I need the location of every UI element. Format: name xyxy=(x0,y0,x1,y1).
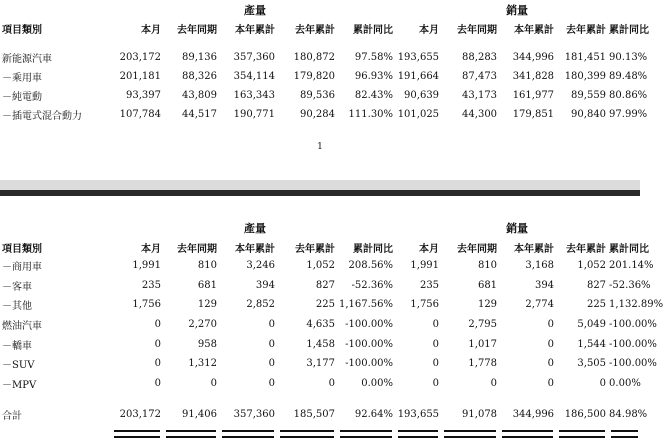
cell-value: 394 xyxy=(534,279,555,291)
cell-value: 97.99% xyxy=(609,109,648,120)
cell-value: 0 xyxy=(154,377,161,389)
col-sales-last-year-same-period: 去年同期 xyxy=(457,24,498,36)
row-label: 新能源汽車 xyxy=(2,54,52,65)
col-prod-yoy: 累計同比 xyxy=(353,243,394,255)
cell-value: 203,172 xyxy=(119,408,161,420)
cell-value: 344,996 xyxy=(512,52,555,63)
cell-value: 681 xyxy=(197,279,217,291)
col-prod-last-year-same-period: 去年同期 xyxy=(177,243,217,255)
table-row xyxy=(2,315,638,335)
table-row xyxy=(2,105,638,124)
col-prod-ytd: 本年累計 xyxy=(235,243,275,255)
cell-value: 2,270 xyxy=(188,319,217,331)
cell-value: 0 xyxy=(547,358,555,370)
cell-value: 0 xyxy=(210,377,217,389)
cell-value: 201.14% xyxy=(609,260,654,272)
cell-value: 91,406 xyxy=(182,408,217,420)
row-label: －商用車 xyxy=(2,262,42,274)
cell-value: 101,025 xyxy=(397,109,440,120)
cell-value: 180,399 xyxy=(564,71,607,82)
cell-value: 89,559 xyxy=(571,90,607,101)
row-label: 燃油汽車 xyxy=(2,321,42,333)
production-group-header: 產量 xyxy=(244,222,267,235)
cell-value: 111.30% xyxy=(348,109,394,120)
row-label: 合計 xyxy=(2,410,22,422)
cell-value: 43,809 xyxy=(182,90,217,101)
table-row xyxy=(2,334,638,354)
cell-value: 89.48% xyxy=(609,71,648,82)
cell-value: 0 xyxy=(547,319,555,331)
cell-value: 44,517 xyxy=(182,109,217,120)
cell-value: 0 xyxy=(599,377,607,389)
cell-value: 344,996 xyxy=(512,408,555,420)
cell-value: 1,458 xyxy=(306,338,335,350)
cell-value: 89,136 xyxy=(182,52,217,63)
cell-value: 89,536 xyxy=(300,90,335,101)
cell-value: -100.00% xyxy=(345,338,394,350)
cell-value: 3,505 xyxy=(577,358,607,370)
sales-group-header: 銷量 xyxy=(506,222,529,235)
cell-value: 0 xyxy=(268,338,275,350)
cell-value: 203,172 xyxy=(119,52,161,63)
page-number: 1 xyxy=(317,142,323,152)
cell-value: -100.00% xyxy=(609,319,657,331)
cell-value: 193,655 xyxy=(397,408,440,420)
cell-value: 91,078 xyxy=(462,408,498,420)
production-sales-table-page-2 xyxy=(2,218,663,423)
cell-value: -100.00% xyxy=(609,338,657,350)
cell-value: 1,756 xyxy=(132,299,161,311)
cell-value: 80.86% xyxy=(609,90,648,101)
cell-value: 810 xyxy=(197,260,217,272)
cell-value: 0 xyxy=(268,319,275,331)
cell-value: 88,326 xyxy=(182,71,217,82)
cell-value: 1,167.56% xyxy=(339,299,394,311)
cell-value: 1,991 xyxy=(410,260,440,272)
cell-value: 90,284 xyxy=(300,109,335,120)
row-label: －轎車 xyxy=(2,340,32,352)
cell-value: 92.64% xyxy=(354,408,394,420)
cell-value: 0.00% xyxy=(609,377,641,389)
cell-value: 201,181 xyxy=(119,71,161,82)
cell-value: 193,655 xyxy=(397,52,440,63)
cell-value: 0 xyxy=(328,377,335,389)
cell-value: 0 xyxy=(154,319,161,331)
cell-value: 96.93% xyxy=(354,71,394,82)
cell-value: 3,168 xyxy=(525,260,555,272)
column-header-row xyxy=(2,18,638,38)
total-underline xyxy=(340,430,392,438)
cell-value: 0 xyxy=(268,377,275,389)
col-prod-last-ytd: 去年累計 xyxy=(295,24,335,36)
col-prod-this-month: 本月 xyxy=(141,243,161,255)
cell-value: 1,991 xyxy=(132,260,161,272)
col-prod-last-ytd: 去年累計 xyxy=(295,243,335,255)
col-sales-last-ytd: 去年累計 xyxy=(566,243,607,255)
row-label: －純電動 xyxy=(2,92,42,103)
row-label: －乘用車 xyxy=(2,73,42,84)
total-underline xyxy=(398,430,438,438)
total-underline xyxy=(222,430,274,438)
cell-value: 161,977 xyxy=(512,90,555,101)
cell-value: 3,246 xyxy=(246,260,275,272)
row-label: －MPV xyxy=(2,379,37,391)
cell-value: 90.13% xyxy=(609,52,648,63)
table-row xyxy=(2,276,638,296)
row-label: －客車 xyxy=(2,281,32,293)
cell-value: 82.43% xyxy=(354,90,394,101)
col-sales-yoy: 累計同比 xyxy=(609,243,650,255)
cell-value: 0 xyxy=(547,377,555,389)
cell-value: 357,360 xyxy=(233,408,275,420)
cell-value: 2,852 xyxy=(246,299,275,311)
total-underline xyxy=(502,430,553,438)
cell-value: 179,820 xyxy=(293,71,335,82)
total-row xyxy=(2,405,638,423)
cell-value: 87,473 xyxy=(462,71,498,82)
table-row xyxy=(2,48,638,67)
row-label: －其他 xyxy=(2,301,32,313)
cell-value: 90,840 xyxy=(571,109,607,120)
cell-value: 0 xyxy=(154,358,161,370)
report-page-2 xyxy=(0,196,663,438)
cell-value: 1,756 xyxy=(410,299,440,311)
cell-value: 0 xyxy=(547,338,555,350)
cell-value: 0 xyxy=(268,358,275,370)
cell-value: -100.00% xyxy=(609,358,657,370)
cell-value: 341,828 xyxy=(512,71,555,82)
cell-value: -52.36% xyxy=(351,279,394,291)
cell-value: 810 xyxy=(477,260,498,272)
cell-value: -52.36% xyxy=(609,279,651,291)
total-underline xyxy=(611,430,638,438)
col-sales-this-month: 本月 xyxy=(419,24,440,36)
production-group-header: 產量 xyxy=(244,4,267,17)
sales-group-header: 銷量 xyxy=(506,4,529,17)
cell-value: 208.56% xyxy=(348,260,394,272)
cell-value: 179,851 xyxy=(512,109,555,120)
cell-value: 225 xyxy=(586,299,607,311)
cell-value: 1,132.89% xyxy=(609,299,663,311)
col-sales-last-year-same-period: 去年同期 xyxy=(457,243,498,255)
cell-value: 0 xyxy=(432,338,440,350)
cell-value: 93,397 xyxy=(126,90,161,101)
total-underline xyxy=(280,430,334,438)
total-underline xyxy=(559,430,605,438)
cell-value: 235 xyxy=(419,279,440,291)
col-sales-this-month: 本月 xyxy=(419,243,440,255)
total-underline xyxy=(114,430,160,438)
cell-value: 1,544 xyxy=(577,338,607,350)
cell-value: 0.00% xyxy=(361,377,394,389)
column-header-row xyxy=(2,238,638,256)
cell-value: 185,507 xyxy=(293,408,335,420)
cell-value: 163,343 xyxy=(233,90,275,101)
cell-value: 1,017 xyxy=(468,338,498,350)
col-prod-this-month: 本月 xyxy=(141,24,161,36)
cell-value: 0 xyxy=(432,358,440,370)
col-sales-last-ytd: 去年累計 xyxy=(566,24,607,36)
cell-value: 3,177 xyxy=(306,358,335,370)
cell-value: 394 xyxy=(255,279,275,291)
cell-value: 357,360 xyxy=(233,52,275,63)
cell-value: 97.58% xyxy=(354,52,394,63)
cell-value: 88,283 xyxy=(462,52,498,63)
cell-value: 225 xyxy=(315,299,335,311)
cell-value: 827 xyxy=(315,279,335,291)
cell-value: 235 xyxy=(141,279,161,291)
col-prod-yoy: 累計同比 xyxy=(353,24,394,36)
production-sales-table-page-1 xyxy=(2,2,650,124)
col-category: 項目類別 xyxy=(2,24,42,36)
cell-value: 43,173 xyxy=(462,90,498,101)
cell-value: -100.00% xyxy=(345,358,394,370)
table-row xyxy=(2,256,638,276)
cell-value: 681 xyxy=(477,279,498,291)
cell-value: 2,795 xyxy=(468,319,498,331)
total-underline xyxy=(166,430,216,438)
cell-value: 107,784 xyxy=(119,109,161,120)
cell-value: 84.98% xyxy=(609,408,648,420)
cell-value: 129 xyxy=(477,299,498,311)
cell-value: 1,052 xyxy=(306,260,335,272)
cell-value: 1,312 xyxy=(188,358,217,370)
table-row xyxy=(2,354,638,374)
col-sales-yoy: 累計同比 xyxy=(609,24,650,36)
cell-value: 4,635 xyxy=(306,319,335,331)
cell-value: 958 xyxy=(197,338,217,350)
cell-value: 129 xyxy=(197,299,217,311)
table-row xyxy=(2,67,638,86)
cell-value: 180,872 xyxy=(293,52,335,63)
col-prod-ytd: 本年累計 xyxy=(235,24,275,36)
cell-value: 0 xyxy=(432,319,440,331)
cell-value: 5,049 xyxy=(577,319,607,331)
cell-value: 0 xyxy=(490,377,498,389)
cell-value: 44,300 xyxy=(462,109,498,120)
col-prod-last-year-same-period: 去年同期 xyxy=(177,24,217,36)
cell-value: 186,500 xyxy=(564,408,607,420)
table-row xyxy=(2,295,638,315)
cell-value: 191,664 xyxy=(397,71,440,82)
table-row xyxy=(2,374,638,394)
cell-value: 190,771 xyxy=(233,109,275,120)
report-page-1 xyxy=(0,0,650,180)
cell-value: 1,778 xyxy=(468,358,498,370)
cell-value: 827 xyxy=(586,279,607,291)
col-sales-ytd: 本年累計 xyxy=(514,24,555,36)
cell-value: 0 xyxy=(432,377,440,389)
row-label: －插電式混合動力 xyxy=(2,111,82,122)
table-row xyxy=(2,86,638,105)
cell-value: -100.00% xyxy=(345,319,394,331)
cell-value: 1,052 xyxy=(577,260,607,272)
col-sales-ytd: 本年累計 xyxy=(514,243,555,255)
page-separator xyxy=(0,180,640,190)
cell-value: 0 xyxy=(154,338,161,350)
row-label: －SUV xyxy=(2,360,35,372)
cell-value: 181,451 xyxy=(564,52,607,63)
col-category: 項目類別 xyxy=(2,243,42,255)
total-underline xyxy=(444,430,496,438)
cell-value: 354,114 xyxy=(233,71,275,82)
cell-value: 2,774 xyxy=(525,299,555,311)
cell-value: 90,639 xyxy=(404,90,440,101)
